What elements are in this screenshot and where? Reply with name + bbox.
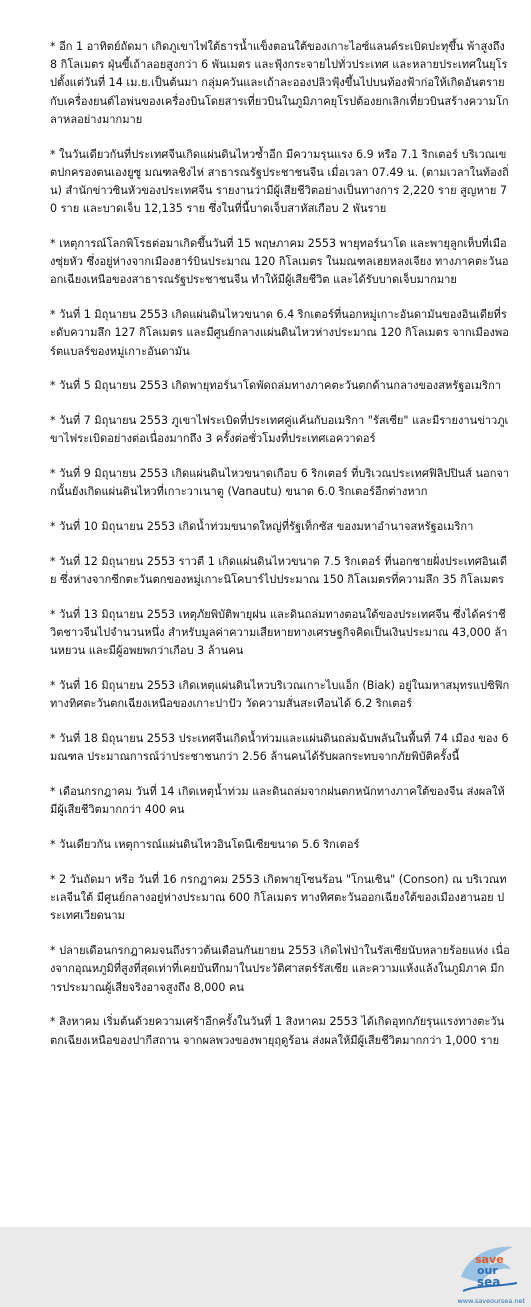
- paragraph: * วันเดียวกัน เหตุการณ์แผ่นดินไหวอินโดนีเซียขนาด 5.6 ริกเตอร์: [50, 838, 360, 852]
- paragraph: * วันที่ 18 มิถุนายน 2553 ประเทศจีนเกิดน้ำท่วมและแผ่นดินถล่มฉับพลันในพื้นที่ 74 เมือง ของ 6 มณฑล ประมาณการณ์ว่าประชาชนกว่า 2.56 ล้านคนได้รับผลกระทบจากภัยพิบัติครั้งนี้: [50, 732, 509, 764]
- paragraph: * 2 วันถัดมา หรือ วันที่ 16 กรกฎาคม 2553 เกิดพายุโซนร้อน "โกนเซิน" (Conson) ณ บริเวณทะเลจีนใต้ มีศูนย์กลางอยู่ห่างประมาณ 600 กิโลเมตร ทางทิศตะวันออกเฉียงใต้ของเมืองฮานอย ประเทศเวียดนาม: [50, 873, 507, 923]
- paragraph: * วันที่ 7 มิถุนายน 2553 ภูเขาไฟระเบิดที่ประเทศคู่แค้นกับอเมริกา "รัสเซีย" และมีรายงานข่าวภูเขาไฟระเบิดอย่างต่อเนื่องมากถึง 3 ครั้งต่อชั่วโมงที่ประเทศเอควาดอร์: [50, 414, 509, 446]
- paragraph: * สิงหาคม เริ่มต้นด้วยความเศร้าอีกครั้งในวันที่ 1 สิงหาคม 2553 ได้เกิดอุทกภัยรุนแรงทางตะวันตกเฉียงเหนือของปากีสถาน จากผลพวงของพายุฤดูร้อน ส่งผลให้มีผู้เสียชีวิตมากกว่า 1,000 ราย: [50, 1015, 505, 1047]
- paragraph: * อีก 1 อาทิตย์ถัดมา เกิดภูเขาไฟใต้ธารน้ำแข็งตอนใต้ของเกาะไอซ์แลนด์ระเบิดปะทุขึ้น พ้าสูงถึง 8 กิโลเมตร ฝุ่นขี้เถ้าลอยสูงกว่า 6 พันเมตร และฟุ้งกระจายไปทั่วประเทศ และหลายประเทศในยุโรปตั้งแต่วันที่ 14 เม.ย.เป็นต้นมา กลุ่มควันและเถ้าละอองปลิวฟุ้งขึ้นไปบนท้องฟ้าก่อให้เกิดอันตรายกับเครื่องยนต์ไอพ่นของเครื่องบินโดยสารเที่ยวบินในภูมิภาคยุโรปต้องยกเลิกเที่ยวบินสร้างความโกลาหลอย่างมากมาย: [50, 40, 509, 126]
- save-our-sea-logo: [453, 1233, 525, 1305]
- paragraph: * วันที่ 16 มิถุนายน 2553 เกิดเหตุแผ่นดินไหวบริเวณเกาะไบแอ็ก (Biak) อยู่ในมหาสมุทรแปซิฟิกทางทิศตะวันตกเฉียงเหนือของเกาะปาปัว วัดความสั่นสะเทือนได้ 6.2 ริกเตอร์: [50, 679, 510, 711]
- logo-text-our: our: [477, 1264, 498, 1277]
- paragraph: * เดือนกรกฎาคม วันที่ 14 เกิดเหตุน้ำท่วม และดินถล่มจากฝนตกหนักทางภาคใต้ของจีน ส่งผลให้มีผู้เสียชีวิตมากกว่า 400 คน: [50, 785, 505, 817]
- logo-text-sea: sea: [477, 1275, 501, 1289]
- paragraph: * วันที่ 13 มิถุนายน 2553 เหตุภัยพิบัติพายุฝน และดินถล่มทางตอนใต้ของประเทศจีน ซึ่งได้คร่าชีวิตชาวจีนไปจำนวนหนึ่ง สำหรับมูลค่าความเสียหายทางเศรษฐกิจคิดเป็นเงินประมาณ 43,000 ล้านหยวน และมีผู้อพยพกว่าเกือบ 3 ล้านคน: [50, 608, 508, 658]
- paragraph: * วันที่ 1 มิถุนายน 2553 เกิดแผ่นดินไหวขนาด 6.4 ริกเตอร์ที่นอกหมู่เกาะอันดามันของอินเดียที่ระดับความลึก 127 กิโลเมตร และมีศูนย์กลางแผ่นดินไหวห่างประมาณ 120 กิโลเมตร จากเมืองพอร์ตแบลร์ของหมู่เกาะอันดามัน: [50, 308, 509, 358]
- paragraph: * ในวันเดียวกันที่ประเทศจีนเกิดแผ่นดินไหวซ้ำอีก มีความรุนแรง 6.9 หรือ 7.1 ริกเตอร์ บริเวณเขตปกครองตนเองยูซู มณฑลชิงไห่ สาธารณรัฐประชาชนจีน เมื่อเวลา 07.49 น. (ตามเวลาในท้องถิ่น) สำนักข่าวซินหัวของประเทศจีน รายงานว่ามีผู้เสียชีวิตอย่างเป็นทางการ 2,220 ราย สูญหาย 70 ราย และบาดเจ็บ 12,135 ราย ซึ่งในที่นี้บาดเจ็บสาหัสเกือบ 2 พันราย: [50, 147, 509, 216]
- paragraph: * วันที่ 9 มิถุนายน 2553 เกิดแผ่นดินไหวขนาดเกือบ 6 ริกเตอร์ ที่บริเวณประเทศฟิลิปปินส์ นอกจากนั้นยังเกิดแผ่นดินไหวที่เกาะวาเนาตู (Vanautu) ขนาด 6.0 ริกเตอร์อีกต่างหาก: [50, 467, 510, 499]
- paragraph: * วันที่ 5 มิถุนายน 2553 เกิดพายุทอร์นาโดพัดถล่มทางภาคตะวันตกด้านกลางของสหรัฐอเมริกา: [50, 379, 502, 393]
- paragraph: * ปลายเดือนกรกฎาคมจนถึงราวต้นเดือนกันยายน 2553 เกิดไฟป่าในรัสเซียนับหลายร้อยแห่ง เนื่องจากอุณหภูมิที่สูงที่สุดเท่าที่เคยบันทึกมาในประวัติศาสตร์รัสเซีย และความแห้งแล้งในภูมิภาค มีการประมาณผู้เสียจริงอาจสูงถึง 8,000 คน: [50, 944, 510, 994]
- paragraph: * วันที่ 12 มิถุนายน 2553 ราวตี 1 เกิดแผ่นดินไหวขนาด 7.5 ริกเตอร์ ที่นอกชายฝั่งประเทศอินเดีย ซึ่งห่างจากซีกตะวันตกของหมู่เกาะนิโคบาร์ไปประมาณ 150 กิโลเมตรที่ความลึก 35 กิโลเมตร: [50, 555, 508, 587]
- logo-url: www.saveoursea.net: [457, 1297, 525, 1305]
- footer-band: [0, 1227, 531, 1307]
- paragraph: * เหตุการณ์โลกพิโรธต่อมาเกิดขึ้นวันที่ 15 พฤษภาคม 2553 พายุทอร์นาโด และพายุลูกเห็บที่เมืองซุ่ยหัว ซึ่งอยู่ห่างจากเมืองฮาร์บินประมาณ 120 กิโลเมตร ในมณฑลเฮยหลงเจียง ทางภาคตะวันออกเฉียงเหนือของสาธารณรัฐประชาชนจีน ทำให้มีผู้เสียชีวิต และได้รับบาดเจ็บมากมาย: [50, 237, 509, 287]
- logo-text-save: save: [475, 1253, 504, 1266]
- paragraph: * วันที่ 10 มิถุนายน 2553 เกิดน้ำท่วมขนาดใหญ่ที่รัฐเท็กซัส ของมหาอำนาจสหรัฐอเมริกา: [50, 520, 474, 534]
- article-content: [50, 38, 510, 1066]
